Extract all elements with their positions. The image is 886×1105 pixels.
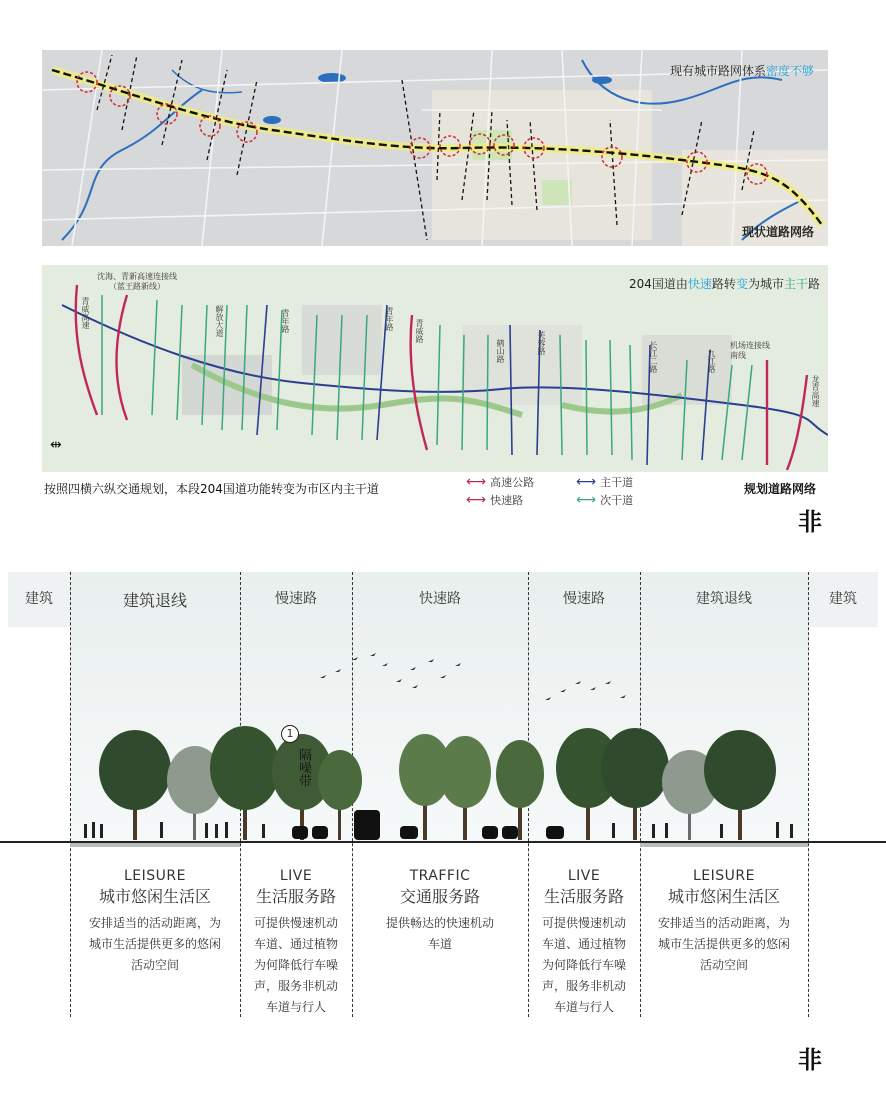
block-leisure-right: [642, 868, 806, 976]
plan-caption: 按照四横六纵交通规划，本段204国道功能转变为市区内主干道: [44, 482, 379, 496]
block-traffic: [354, 868, 526, 955]
desc-line: 为何降低行车噪: [253, 958, 338, 972]
desc-line: 为何降低行车噪: [541, 958, 626, 972]
legend-expressway: [466, 492, 576, 508]
zone-label-building-right: 建筑: [829, 591, 857, 607]
desc-line: 车道与行人: [553, 1000, 614, 1014]
road-label: 青年路: [281, 309, 290, 333]
road-label: 解放大道: [215, 305, 224, 337]
block-cn: 生活服务路: [255, 887, 336, 906]
noise-barrier-label: 隔噪带: [296, 748, 311, 787]
desc-line: 车道、通过植物: [541, 937, 626, 951]
top-note-line1: 沈海、青新高速连接线: [97, 272, 177, 281]
legend: [466, 474, 686, 508]
legend-expressway-label: 快速路: [490, 494, 524, 507]
desc-line: 可提供慢速机动: [253, 916, 338, 930]
block-en: LEISURE: [693, 868, 755, 884]
planned-map-corner-label: 规划道路网络: [744, 482, 817, 496]
block-desc: [72, 913, 238, 976]
block-live-right: [529, 868, 639, 1018]
desc-line: 车道与行人: [265, 1000, 326, 1014]
streetscape-illustration: [0, 640, 886, 850]
desc-line: 车道: [427, 937, 452, 951]
desc-line: 活动空间: [130, 958, 179, 972]
desc-line: 可提供慢速机动: [541, 916, 626, 930]
desc-line: 安排适当的活动距离，为: [88, 916, 221, 930]
block-live-left: [241, 868, 351, 1018]
planned-road-network-map: [42, 265, 828, 472]
pedestrians: [84, 822, 793, 838]
road-label: 青年路: [385, 307, 394, 331]
birds: [320, 653, 626, 700]
north-arrow-icon: ⇹: [50, 437, 62, 453]
block-cn: 生活服务路: [543, 887, 624, 906]
brand-logo: 非: [798, 508, 820, 536]
legend-secondary: [576, 492, 686, 508]
legend-arterial-label: 主干道: [600, 476, 634, 489]
zone-label-express-road: 快速路: [419, 591, 461, 607]
block-desc: [354, 913, 526, 955]
road-label: 龙青高速: [811, 375, 820, 407]
block-en: LIVE: [279, 868, 313, 884]
road-label: 芙蓉路: [537, 331, 546, 355]
planned-map-top-note: [97, 272, 177, 292]
block-leisure-left: [72, 868, 238, 976]
zone-label-building-left: 建筑: [25, 591, 53, 607]
block-cn: 城市悠闲生活区: [98, 887, 211, 906]
desc-line: 安排适当的活动距离，为: [657, 916, 790, 930]
zone-label-setback-right: 建筑退线: [696, 591, 752, 607]
existing-road-network-map: [42, 50, 828, 246]
road-label: 机场连接线南线: [730, 341, 770, 360]
existing-map-corner-label: 现状道路网络: [741, 225, 814, 239]
top-note-line2: （蓝王路新线）: [109, 282, 165, 291]
road-label: 青威高速: [81, 297, 90, 329]
vehicles: [292, 810, 564, 840]
block-cn: 城市悠闲生活区: [667, 887, 780, 906]
arterial-arrow-icon: ⟷: [576, 474, 597, 490]
legend-highway: [466, 474, 576, 490]
existing-map-drawing: [42, 50, 828, 246]
road-label: 长江二路: [649, 341, 658, 373]
road-label: 九江路: [707, 349, 716, 373]
zone-label-slow-road-left: 慢速路: [275, 591, 317, 607]
expressway-arrow-icon: ⟷: [466, 492, 487, 508]
trees: [99, 726, 776, 840]
road-label: 鹤山路: [496, 339, 505, 363]
block-cn: 交通服务路: [399, 887, 480, 906]
block-en: LIVE: [567, 868, 601, 884]
planned-map-title: 204国道由快速路转变为城市主干路: [629, 277, 820, 291]
block-desc: [642, 913, 806, 976]
block-en: TRAFFIC: [409, 868, 471, 884]
desc-line: 城市生活提供更多的悠闲: [657, 937, 790, 951]
block-desc: [241, 913, 351, 1018]
secondary-arrow-icon: ⟷: [576, 492, 597, 508]
desc-line: 声，服务非机动: [541, 979, 626, 993]
existing-map-title: 现有城市路网体系密度不够: [669, 64, 814, 78]
highway-arrow-icon: ⟷: [466, 474, 487, 490]
legend-secondary-label: 次干道: [600, 494, 634, 507]
desc-line: 城市生活提供更多的悠闲: [88, 937, 221, 951]
desc-line: 提供畅达的快速机动: [385, 916, 494, 930]
legend-highway-label: 高速公路: [490, 476, 535, 489]
desc-line: 车道、通过植物: [253, 937, 338, 951]
zone-label-slow-road-right: 慢速路: [563, 591, 605, 607]
zone-label-setback-left: 建筑退线: [122, 591, 187, 610]
desc-line: 声，服务非机动: [253, 979, 338, 993]
block-desc: [529, 913, 639, 1018]
desc-line: 活动空间: [699, 958, 748, 972]
block-en: LEISURE: [124, 868, 186, 884]
road-label: 青威路: [415, 319, 424, 343]
marker-number: 1: [281, 725, 299, 743]
legend-arterial: [576, 474, 686, 490]
brand-logo-bottom: 非: [798, 1046, 820, 1074]
